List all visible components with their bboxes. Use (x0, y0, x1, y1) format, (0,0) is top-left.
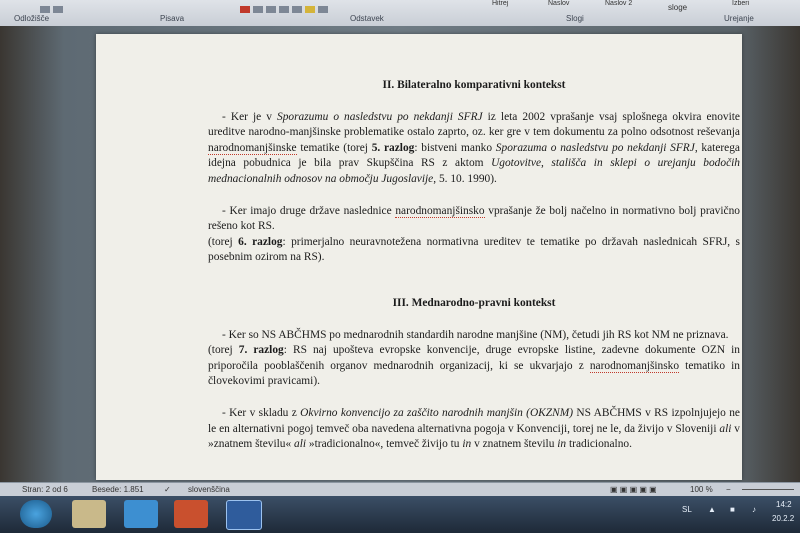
volume-icon[interactable]: ♪ (752, 505, 756, 514)
page-count[interactable]: Stran: 2 od 6 (22, 485, 68, 494)
internet-explorer-icon[interactable] (124, 500, 158, 528)
paragraph-2: - Ker imajo druge države naslednice narodnomanjšinsko vprašanje že bolj načelno in normativno bolj pravično rešeno kot RS. (torej 6. razlog: primerjalno neuravnotežena normativna ureditev te tematike po državah naslednicah SFRJ, s posebnim ozirom na RS). (208, 204, 740, 264)
cut-icon[interactable] (53, 6, 63, 13)
status-bar (0, 482, 800, 497)
document-page[interactable] (96, 34, 742, 480)
taskbar (0, 496, 800, 533)
group-font: Pisava (160, 14, 185, 23)
clock-date[interactable]: 20.2.2 (772, 514, 795, 523)
font-tools[interactable] (240, 0, 331, 8)
explorer-icon[interactable] (72, 500, 106, 528)
shading-icon[interactable] (305, 6, 315, 13)
group-styles: Slogi (566, 14, 584, 23)
align-left-icon[interactable] (253, 6, 263, 13)
change-styles-button[interactable]: sloge (668, 3, 688, 12)
language-tray[interactable]: SL (682, 505, 692, 514)
font-color-icon[interactable] (240, 6, 250, 13)
clock-time[interactable]: 14:2 (776, 500, 792, 509)
network-icon[interactable]: ■ (730, 505, 735, 514)
view-buttons[interactable]: ▣ ▣ ▣ ▣ ▣ (610, 485, 657, 494)
language-indicator[interactable]: slovenščina (188, 485, 230, 494)
tray-arrow-icon[interactable]: ▲ (708, 505, 716, 514)
start-button[interactable] (20, 500, 52, 528)
zoom-level[interactable]: 100 % (690, 485, 713, 494)
align-right-icon[interactable] (279, 6, 289, 13)
paragraph-4: - Ker v skladu z Okvirno konvencijo za zaščito narodnih manjšin (OKZNM) NS ABČHMS v RS izpolnjujejo ne le en alternativni pogoj temveč oba navedena alternativna pogoja v Konvenciji, torej ne le, da živijo v Sloveniji ali v »znatnem številu« ali »tradicionalno«, temveč živijo tu in v znatnem številu in tradicionalno. (208, 406, 740, 451)
style-heading1[interactable]: Naslov (548, 0, 570, 7)
heading-bilateral: II. Bilateralno komparativni kontekst (382, 79, 566, 91)
word-count[interactable]: Besede: 1.851 (92, 485, 144, 494)
heading-international: III. Mednarodno-pravni kontekst (392, 296, 556, 309)
paragraph-3: - Ker so NS ABČHMS po mednarodnih standardih narodne manjšine (NM), četudi jih RS kot NM ne priznava. (torej 7. razlog: RS naj upošteva evropske konvencije, druge evropske listine, zadevne dokumente OZN in priporočila pooblaščenih organov mednarodnih organizacij, ki se ukvarjajo z narodnomanjšinsko tematiko in človekovimi pravicami). (208, 328, 740, 388)
borders-icon[interactable] (318, 6, 328, 13)
style-normal[interactable]: Hitrej (492, 0, 509, 7)
group-clipboard: Odložišče (14, 14, 50, 23)
group-editing: Urejanje (724, 14, 754, 23)
paste-icon[interactable] (40, 6, 50, 13)
style-heading2[interactable]: Naslov 2 (605, 0, 633, 7)
group-paragraph: Odstavek (350, 14, 384, 23)
justify-icon[interactable] (292, 6, 302, 13)
zoom-slider[interactable] (742, 489, 794, 490)
zoom-out-icon[interactable]: − (726, 485, 731, 494)
powerpoint-icon[interactable] (174, 500, 208, 528)
align-center-icon[interactable] (266, 6, 276, 13)
paragraph-1: - Ker je v Sporazumu o nasledstvu po nekdanji SFRJ iz leta 2002 vprašanje vsaj splošnega okvira enovite ureditve narodno-manjšinske problematike ostalo zaprto, oz. ker gre v tem dokumentu za polno odsotnost reševanja narodnomanjšinske tematike (torej 5. razlog: bistveni manko Sporazuma o nasledstvu po nekdanji SFRJ, katerega idejna pobudnica je bila prav Skupščina RS z aktom Ugotovitve, stališča in sklepi o urejanju bodočih mednacionalnih odnosov na območju Jugoslavije, 5. 10. 1990). (208, 110, 740, 185)
clipboard-tools[interactable] (40, 0, 66, 8)
select-button[interactable]: Izberi (732, 0, 750, 7)
proofing-icon[interactable]: ✓ (164, 485, 171, 494)
word-icon[interactable] (226, 500, 262, 530)
ribbon (0, 0, 800, 27)
